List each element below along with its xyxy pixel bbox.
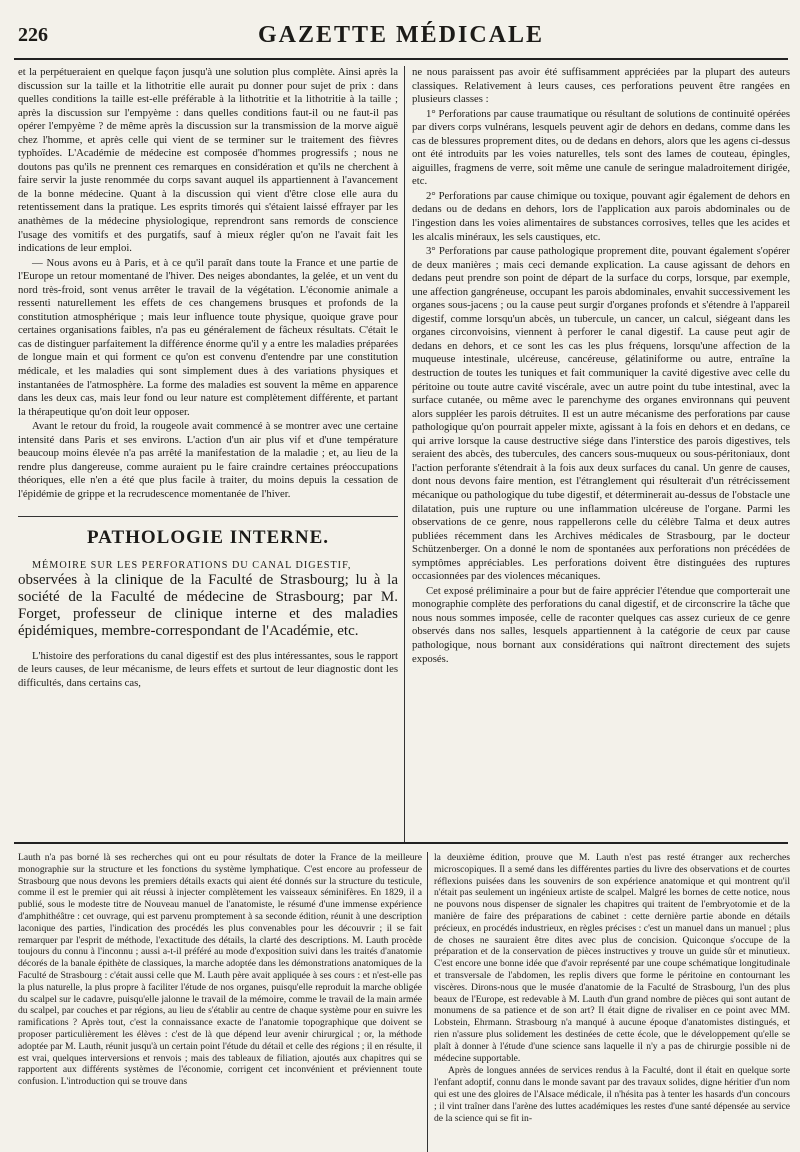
right-paragraph-5: Cet exposé préliminaire a pour but de faire apprécier l'étendue que comporterait une monographie complète des perforations du canal digestif, et de circonscrire la tâche que nous nous sommes imposée, celle de raconter quelques cas assez curieux de ce genre observés dans nos salles, lesquels appartiennent à la catégorie de ceux par cause pathologique, nous bornant aux considérations qui naîtront directement des sujets exposés. bbox=[412, 584, 790, 665]
right-paragraph-1: ne nous paraissent pas avoir été suffisamment appréciées par la plupart des auteurs classiques. Relativement à leurs causes, ces perforations peuvent être rangées en plusieurs classes : bbox=[412, 66, 790, 106]
section-divider bbox=[18, 516, 398, 517]
footer-right-paragraph-1: la deuxième édition, prouve que M. Lauth n'est pas resté étranger aux recherches microscopiques. Il a semé dans les différentes parties du livre des observations et de courtes réflexions puisées dans les souvenirs de son expérience anatomique et qui montrent qu'il n'était pas seulement un ingénieux artiste de scalpel. Malgré les bornes de cette notice, nous ne pouvons nous dispenser de signaler les chapitres qui traitent de l'embryotomie et de la manière de faire des préparations de cabinet : cette dernière partie abonde en détails précieux, en procédés industrieux, en règles précises : c'est un manuel dans un manuel ; plus de choses ne sauraient être dites avec plus de concision. Quiconque s'occupe de la préparation et de la conservation de pièces instructives y trouve un guide sûr et minutieux. C'est encore une bonne idée que d'avoir représenté par une coupe schématique longitudinale et transversale de l'abdomen, les replis divers que forme le péritoine en contournant les viscères. Dirons-nous que le musée d'anatomie de la Faculté de Strasbourg, l'un des plus beaux de l'Europe, est redevable à M. Lauth d'un grand nombre de pièces qui sont autant de monumens de sa patience et de son art? Il était digne de rivaliser en ce point avec MM. Lobstein, Ehrmann. Strasbourg n'a manqué à aucune époque d'anatomistes distingués, et rien n'assure plus solidement les destinées de cette école, que le développement qu'elle se plaît à donner à l'étude d'une science sans laquelle il n'y a pas de chirurgie possible ni de médecine supportable. bbox=[434, 852, 790, 1064]
left-column bbox=[18, 66, 398, 842]
journal-title: GAZETTE MÉDICALE bbox=[257, 22, 545, 48]
column-divider bbox=[404, 66, 405, 842]
footer-divider bbox=[14, 842, 788, 846]
footer-right-paragraph-2: Après de longues années de services rendus à la Faculté, dont il était en quelque sorte l'enfant adoptif, connu dans le monde savant par des travaux solides, digne héritier d'un nom qui est une des gloires de l'Alsace médicale, il n'hésita pas à tenter les hasards d'un concours ; il vint traîner dans l'arène des luttes académiques les restes d'une santé dépensée au service de la science qui se fit in- bbox=[434, 1065, 790, 1124]
left-paragraph-2: — Nous avons eu à Paris, et à ce qu'il paraît dans toute la France et une partie de l'Europe un retour momentané de l'hiver. Des neiges abondantes, la gelée, et un vent du nord très-froid, sont venus arrêter le travail de la végétation. L'économie animale a ressenti naturellement les effets de ces changemens brusques et profonds de la constitution atmosphérique ; mais leur influence toute physique, quoique grave pour certaines organisations faibles, n'a pas eu généralement de fâcheux résultats. C'était le cas de distinguer parfaitement la différence énorme qu'il y a entre les maladies préparées de longue main et qui forment ce qu'on est convenu d'entendre par une constitution médicale, et les maladies qui sont simplement dues à des variations physiques et instantanées de l'atmosphère. La forme des maladies est souvent la même en apparence dans les deux cas, mais leur fond ou leur nature est complètement différente, et partant la thérapeutique qu'on doit leur opposer. bbox=[18, 256, 398, 418]
right-column bbox=[412, 66, 790, 842]
footer-left-paragraph: Lauth n'a pas borné là ses recherches qui ont eu pour résultats de doter la France de la meilleure monographie sur la structure et les fonctions du système lymphatique. C'est encore au professeur de Strasbourg que nous devons les premiers détails exacts qui aient été donnés sur la structure du testicule, comme il est le premier qui ait réussi à injecter complètement les vaisseaux séminifères. En 1829, il a publié, sous le modeste titre de Nouveau manuel de l'anatomiste, le résumé d'une immense expérience d'amphithéâtre : cet ouvrage, qui est parvenu promptement à sa seconde édition, réunit à une description laconique des parties, l'indication des procédés les plus convenables pour les découvrir ; il se fait remarquer par l'esprit de méthode, l'exactitude des détails, la clarté des descriptions. M. Lauth procède toujours du connu à l'inconnu ; aussi a-t-il préféré au mode d'exposition suivi dans les traités d'anatomie décorés de la banale épithète de classiques, la marche adoptée dans les démonstrations anatomiques de la Faculté de Strasbourg : c'était aussi celle que M. Lauth père avait appliquée à ses cours : et n'est-elle pas la plus naturelle, la plus propre à faciliter l'étude de nos organes, puisqu'elle reproduit la marche obligée du scalpel sur le cadavre, puisqu'elle jalonne le travail de la mémoire, comme le travail de la main armée du scalpel, par couches et par régions, au lieu de s'établir au centre de chaque système pour en suivre les ramifications ? Après tout, c'est la connaissance exacte de l'anatomie topographique que doivent se proposer particulièrement les élèves : c'est de là que dépend leur avenir chirurgical ; or, la méthode adoptée par M. Lauth, réunit jusqu'à un certain point l'étude du détail et celle des régions ; il en résulte, il est vrai, quelques interversions et renvois ; mais des tableaux de filiation, ajoutés aux chapitres qui se rapportent aux différents systèmes de l'économie, corrigent cet inconvénient et préviennent toute confusion. L'introduction qui se trouve dans bbox=[18, 852, 422, 1088]
right-paragraph-3: 2° Perforations par cause chimique ou toxique, pouvant agir également de dehors en dedans ou de dedans en dehors, lors de l'application aux parois abdominales ou de l'ingestion dans les voies alimentaires de substances corrosives, telles que les acides et les alcalis minéraux, les sels caustiques, etc. bbox=[412, 189, 790, 243]
footer-column-divider bbox=[427, 852, 428, 1152]
footer-right-column bbox=[434, 852, 790, 1152]
footer-left-column bbox=[18, 852, 422, 1152]
footer-section bbox=[14, 852, 788, 1152]
section-heading: PATHOLOGIE INTERNE. bbox=[86, 526, 330, 548]
left-closing-paragraph: L'histoire des perforations du canal digestif est des plus intéressantes, sous le rapport de leurs causes, de leur mécanisme, de leurs effets et surtout de leur diagnostic dont les difficultés, dans certains cas, bbox=[18, 649, 398, 689]
memoir-intro: MÉMOIRE SUR LES PERFORATIONS DU CANAL DIGESTIF, bbox=[32, 559, 352, 571]
upper-section bbox=[14, 66, 788, 842]
left-paragraph-1: et la perpétueraient en quelque façon jusqu'à une solution plus complète. Ainsi après la discussion sur la taille et la lithotritie elle aurait pu donner pour sujet de prix : dans quelles conditions la taille est-elle préférable à la lithotritie et la lithotritie à la taille ; après la discussion sur l'empyème : dans quelles conditions faut-il ou ne faut-il pas opérer l'empyème ? de même après la discussion sur la transmission de la morve aiguë chez l'homme, et après celle qui vient de se terminer sur le traitement des fièvres typhoïdes. L'Académie de médecine est composée d'hommes progressifs ; nous ne doutons pas qu'ils ne prennent ces remarques en considération et qu'ils ne cherchent à faire servir la juste renommée du corps savant auquel ils appartiennent à l'avancement de la bonne médecine. Quant à la discussion qui vient d'être close elle aura du retentissement dans la pratique. Les esprits timorés qui s'étaient laissé effrayer par les anathèmes de la médecine physiologique, reprendront sans remords de conscience l'usage des vomitifs et des purgatifs, sauf à mieux régler qu'on ne l'avait fait les indications de leur emploi. bbox=[18, 66, 398, 255]
right-paragraph-4: 3° Perforations par cause pathologique proprement dite, pouvant également s'opérer de deux manières ; mais ceci demande explication. La cause agissant de dehors en dedans peut prendre son point de départ de la surface du corps, lorsque, par exemple, une affection gangréneuse, occupant les parois abdominales, envahit successivement les organes sous-jacens ; ou la cause peut surgir d'organes profonds et s'étendre à l'appareil digestif, comme lorsqu'un abcès, un tubercule, un cancer, un calcul, siégeant dans les organes circonvoisins, viennent à perforer le canal digestif. La cause peut agir de dedans en dehors, et ce sont les cas les plus fréquens, lorsqu'une affection de la muqueuse intestinale, ulcéreuse, cancéreuse, gélatiniforme ou autre, entraîne la destruction de toutes les tuniques et fait communiquer la cavité digestive avec celle du péritoine ou toute autre cavité viscérale, avec un autre point du tube intestinal, avec la surface cutanée, ou même avec le parenchyme des organes environnans qui peuvent alors suppléer les parois détruites. Il est un autre mécanisme des perforations par cause pathologique qu'on pourrait appeler mixte, agissant à la fois en dehors et en dedans, ce qui arrive lorsque la cause destructive siége dans l'interstice des parois digestives, tels seraient des abcès, des tubercules, des cancers sous-muqueux ou sous-péritoniaux, dont l'action perforante s'étendrait à la fois aux deux surfaces du canal. Un genre de causes, dont nous devons faire mention, est l'étranglement qui résulterait d'un rétrécissement mécanique ou pathologique du tube digestif, et déterminerait au-dessus de l'obstacle une dilatation, puis une rupture ou une inflammation ulcéreuse de l'organe. Parmi les observations de ce genre, nous rappellerons celle du célèbre Talma et deux autres publiées récemment dans les Archives médicales de Strasbourg, par le docteur Schützenberger. On a donné le nom de spontanées aux perforations non précédées de symptômes appréciables. Les perforations doivent être distinguées des ruptures occasionnées par des violences mécaniques. bbox=[412, 245, 790, 583]
right-paragraph-2: 1° Perforations par cause traumatique ou résultant de solutions de continuité opérées par divers corps vulnérans, lesquels peuvent agir de dehors en dedans, comme dans les cas de blessures proprement dites, ou de dedans en dehors, alors que les agens ci-dessus ont été introduits par les voies naturelles, tels sont des lames de couteau, épingles, aiguilles, fragmens de verre, soit même une canule de seringue maladroitement dirigée, etc. bbox=[412, 107, 790, 188]
memoir-title: observées à la clinique de la Faculté de Strasbourg; lu à la société de la Faculté de médecine de Strasbourg; par M. Forget, professeur de clinique interne et des maladies épidémiques, membre-correspondant de l'Académie, etc. bbox=[18, 571, 398, 639]
left-paragraph-3: Avant le retour du froid, la rougeole avait commencé à se montrer avec une certaine intensité dans Paris et ses environs. L'action d'un air plus vif et d'une température beaucoup moins élevée n'a pas arrêté la manifestation de la maladie ; et, au lieu de la rendre plus dangereuse, comme auraient pu le faire craindre certaines préoccupations théoriques, elle n'en a été que plus facile à traiter, du moins depuis la cessation de l'épidémie de grippe et la recrudescence momentanée de l'hiver. bbox=[18, 420, 398, 500]
masthead bbox=[14, 18, 788, 60]
page-number: 226 bbox=[18, 24, 48, 46]
